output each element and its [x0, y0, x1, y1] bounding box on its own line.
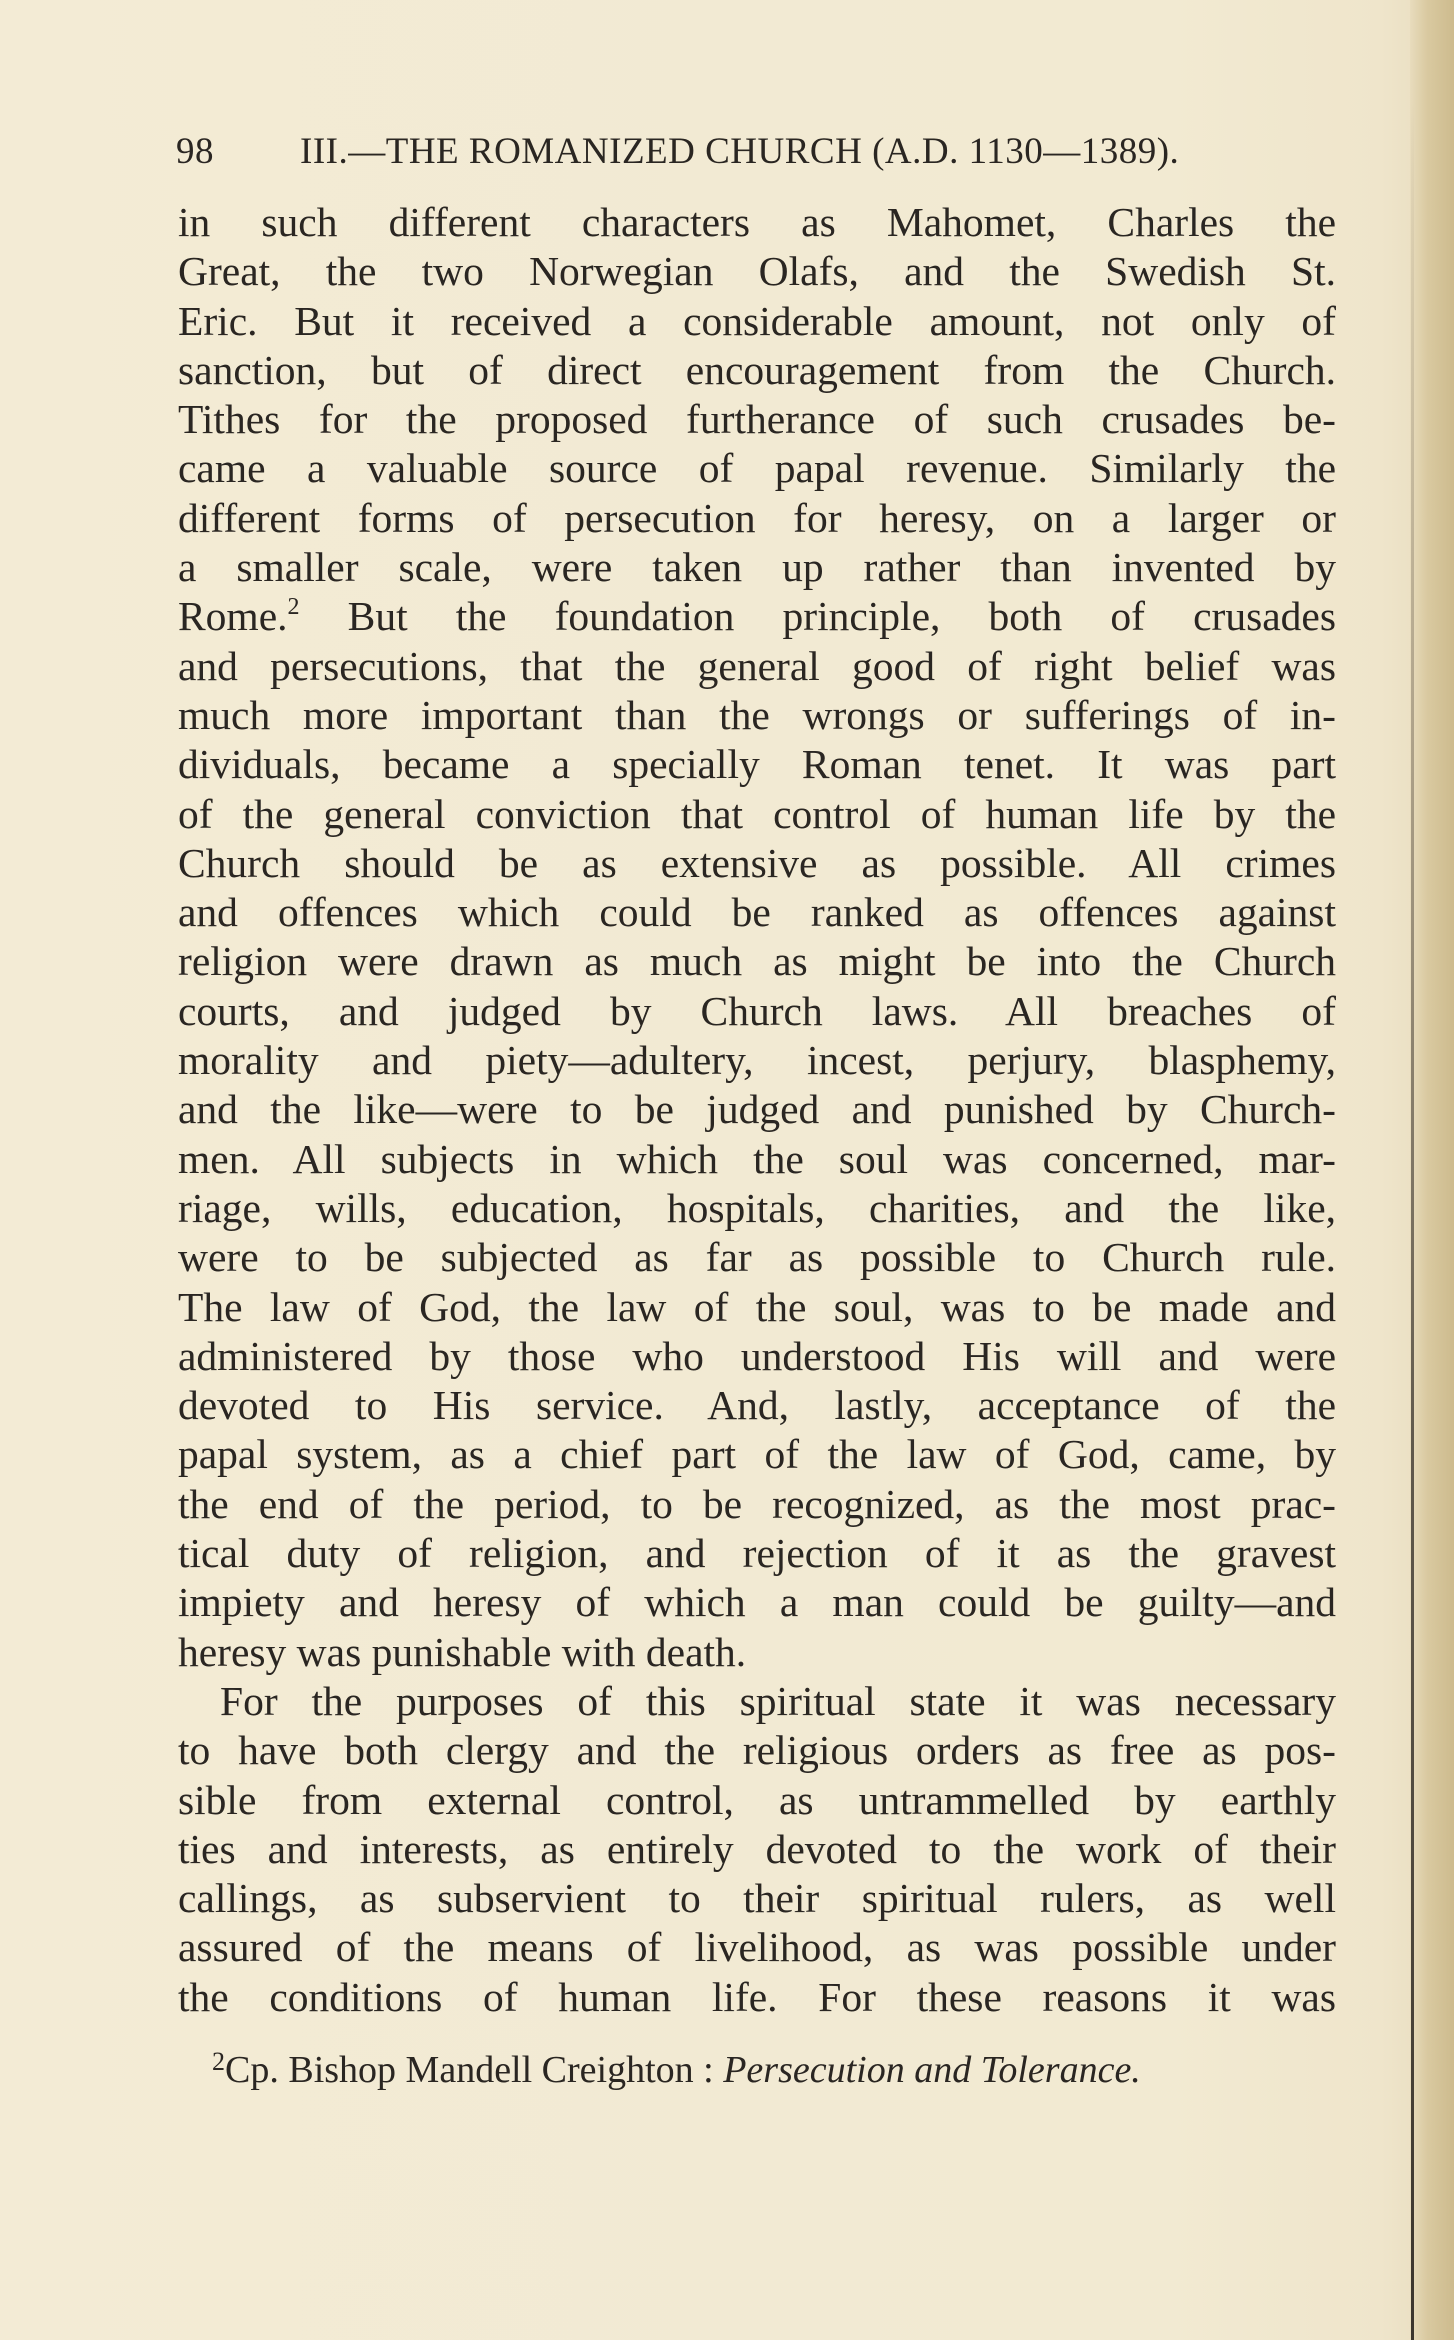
rome-word: Rome.: [178, 593, 288, 640]
binding-shadow: [1411, 100, 1414, 2340]
text-line: The law of God, the law of the soul, was to be made and: [178, 1283, 1336, 1330]
text-line: Eric. But it received a considerable amount, not only of: [178, 297, 1336, 344]
text-line: and persecutions, that the general good of right belief was: [178, 642, 1336, 689]
text-line: a smaller scale, were taken up rather than invented by: [178, 544, 1336, 591]
text-line: came a valuable source of papal revenue. Similarly the: [178, 445, 1336, 492]
text-line: in such different characters as Mahomet, Charles the: [178, 199, 1336, 245]
text-line: of the general conviction that control of human life by the: [178, 790, 1336, 837]
text-line: sanction, but of direct encouragement from the Church.: [178, 346, 1336, 393]
text-line: administered by those who understood His will and were: [178, 1332, 1336, 1379]
text-line: religion were drawn as much as might be into the Church: [178, 938, 1336, 985]
footnote-marker: 2: [212, 2047, 225, 2076]
text-line: dividuals, became a specially Roman tenet. It was part: [178, 741, 1336, 788]
footnote-title: Persecution and Tolerance.: [723, 2049, 1141, 2091]
footnote: [212, 2048, 1336, 2092]
text-line-with-footnote-ref: [178, 592, 1336, 641]
text-line: assured of the means of livelihood, as was possible under: [178, 1924, 1336, 1971]
text-line: heresy was punishable with death.: [178, 1628, 747, 1675]
text-line: callings, as subservient to their spiritual rulers, as well: [178, 1875, 1336, 1922]
running-title: III.—THE ROMANIZED CHURCH (A.D. 1130—1389).: [300, 131, 1180, 172]
text-line: Great, the two Norwegian Olafs, and the Swedish St.: [178, 248, 1336, 295]
text-line: Church should be as extensive as possible. All crimes: [178, 839, 1336, 886]
text-line: to have both clergy and the religious orders as free as pos-: [178, 1727, 1336, 1774]
body-text: [178, 198, 1336, 2022]
text-line: sible from external control, as untrammelled by earthly: [178, 1776, 1336, 1823]
text-line: ties and interests, as entirely devoted to the work of their: [178, 1825, 1336, 1872]
text-line: much more important than the wrongs or sufferings of in-: [178, 691, 1336, 738]
footnote-reference: 2: [287, 594, 300, 621]
text-line: the conditions of human life. For these reasons it was: [178, 1973, 1336, 2020]
text-line: and offences which could be ranked as offences against: [178, 889, 1336, 936]
paragraph-start-line: For the purposes of this spiritual state it was necessary: [220, 1677, 1336, 1724]
text-line: Tithes for the proposed furtherance of such crusades be-: [178, 396, 1336, 443]
page-number: 98: [176, 131, 214, 172]
text-line: papal system, as a chief part of the law of God, came, by: [178, 1431, 1336, 1478]
text-line: the end of the period, to be recognized, as the most prac-: [178, 1480, 1336, 1527]
text-line: impiety and heresy of which a man could be guilty—and: [178, 1579, 1336, 1626]
text-line: devoted to His service. And, lastly, acceptance of the: [178, 1382, 1336, 1429]
text-line: tical duty of religion, and rejection of it as the gravest: [178, 1530, 1336, 1577]
footnote-text: Cp. Bishop Mandell Creighton :: [225, 2049, 724, 2091]
text-line: riage, wills, education, hospitals, charities, and the like,: [178, 1184, 1336, 1231]
text-line: men. All subjects in which the soul was concerned, mar-: [178, 1135, 1336, 1182]
running-header: [176, 130, 1336, 173]
text-line: and the like—were to be judged and punished by Church-: [178, 1086, 1336, 1133]
text-line: courts, and judged by Church laws. All breaches of: [178, 987, 1336, 1034]
text-segment: But the foundation principle, both of crusades: [347, 593, 1336, 640]
text-line: were to be subjected as far as possible to Church rule.: [178, 1234, 1336, 1281]
text-line: morality and piety—adultery, incest, perjury, blasphemy,: [178, 1037, 1336, 1084]
page-edge: [1410, 0, 1454, 2340]
text-line: different forms of persecution for heresy, on a larger or: [178, 494, 1336, 541]
